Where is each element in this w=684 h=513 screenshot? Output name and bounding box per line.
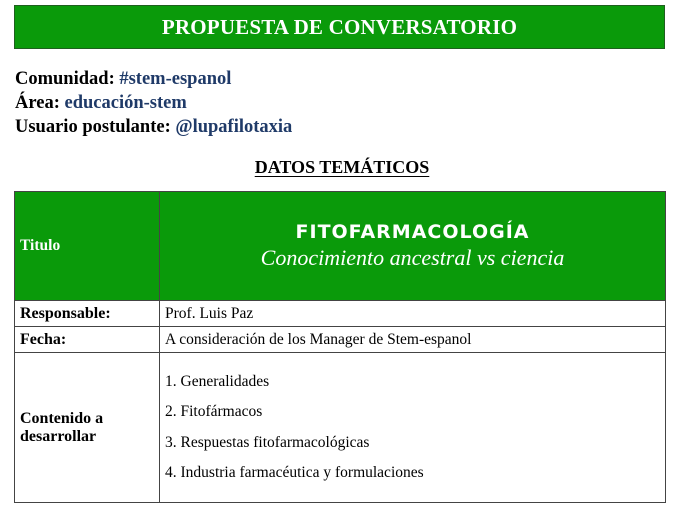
area-line xyxy=(15,91,292,115)
table-row-title xyxy=(15,192,666,301)
user-line xyxy=(15,115,292,139)
title-label: Titulo xyxy=(20,237,61,254)
responsible-value: Prof. Luis Paz xyxy=(165,304,254,322)
section-title: DATOS TEMÁTICOS xyxy=(254,157,430,177)
area-value: educación-stem xyxy=(64,93,187,113)
date-value-cell xyxy=(160,327,666,353)
user-value: @lupafilotaxia xyxy=(175,117,293,137)
date-value: A consideración de los Manager de Stem-espanol xyxy=(165,330,472,348)
date-label-cell xyxy=(15,327,160,353)
section-heading xyxy=(0,157,684,178)
list-item: 1. Generalidades xyxy=(165,372,270,390)
responsible-value-cell xyxy=(160,301,666,327)
title-label-cell xyxy=(15,192,160,301)
content-label: Contenido a desarrollar xyxy=(20,409,104,445)
responsible-label: Responsable: xyxy=(20,304,111,322)
topic-main-title: FITOFARMACOLOGÍA xyxy=(295,221,530,243)
table-row-date xyxy=(15,327,666,353)
topic-cell xyxy=(160,192,666,301)
proposal-meta xyxy=(15,67,292,139)
date-label: Fecha: xyxy=(20,330,67,348)
table-row-responsible xyxy=(15,301,666,327)
topic-subtitle: Conocimiento ancestral vs ciencia xyxy=(260,245,565,270)
community-line xyxy=(15,67,292,91)
list-item: 3. Respuestas fitofarmacológicas xyxy=(165,433,370,451)
user-label: Usuario postulante: xyxy=(15,117,171,137)
community-value: #stem-espanol xyxy=(119,69,232,89)
community-label: Comunidad: xyxy=(15,69,115,89)
area-label: Área: xyxy=(15,93,60,113)
content-list xyxy=(165,367,660,489)
header-banner xyxy=(14,5,665,49)
list-item: 2. Fitofármacos xyxy=(165,403,263,420)
responsible-label-cell xyxy=(15,301,160,327)
list-item: 4. Industria farmacéutica y formulaciones xyxy=(165,464,424,481)
table-row-content xyxy=(15,353,666,503)
content-list-cell xyxy=(160,353,666,503)
document-title: PROPUESTA DE CONVERSATORIO xyxy=(161,14,518,39)
content-label-cell xyxy=(15,353,160,503)
thematic-data-table xyxy=(14,191,666,503)
